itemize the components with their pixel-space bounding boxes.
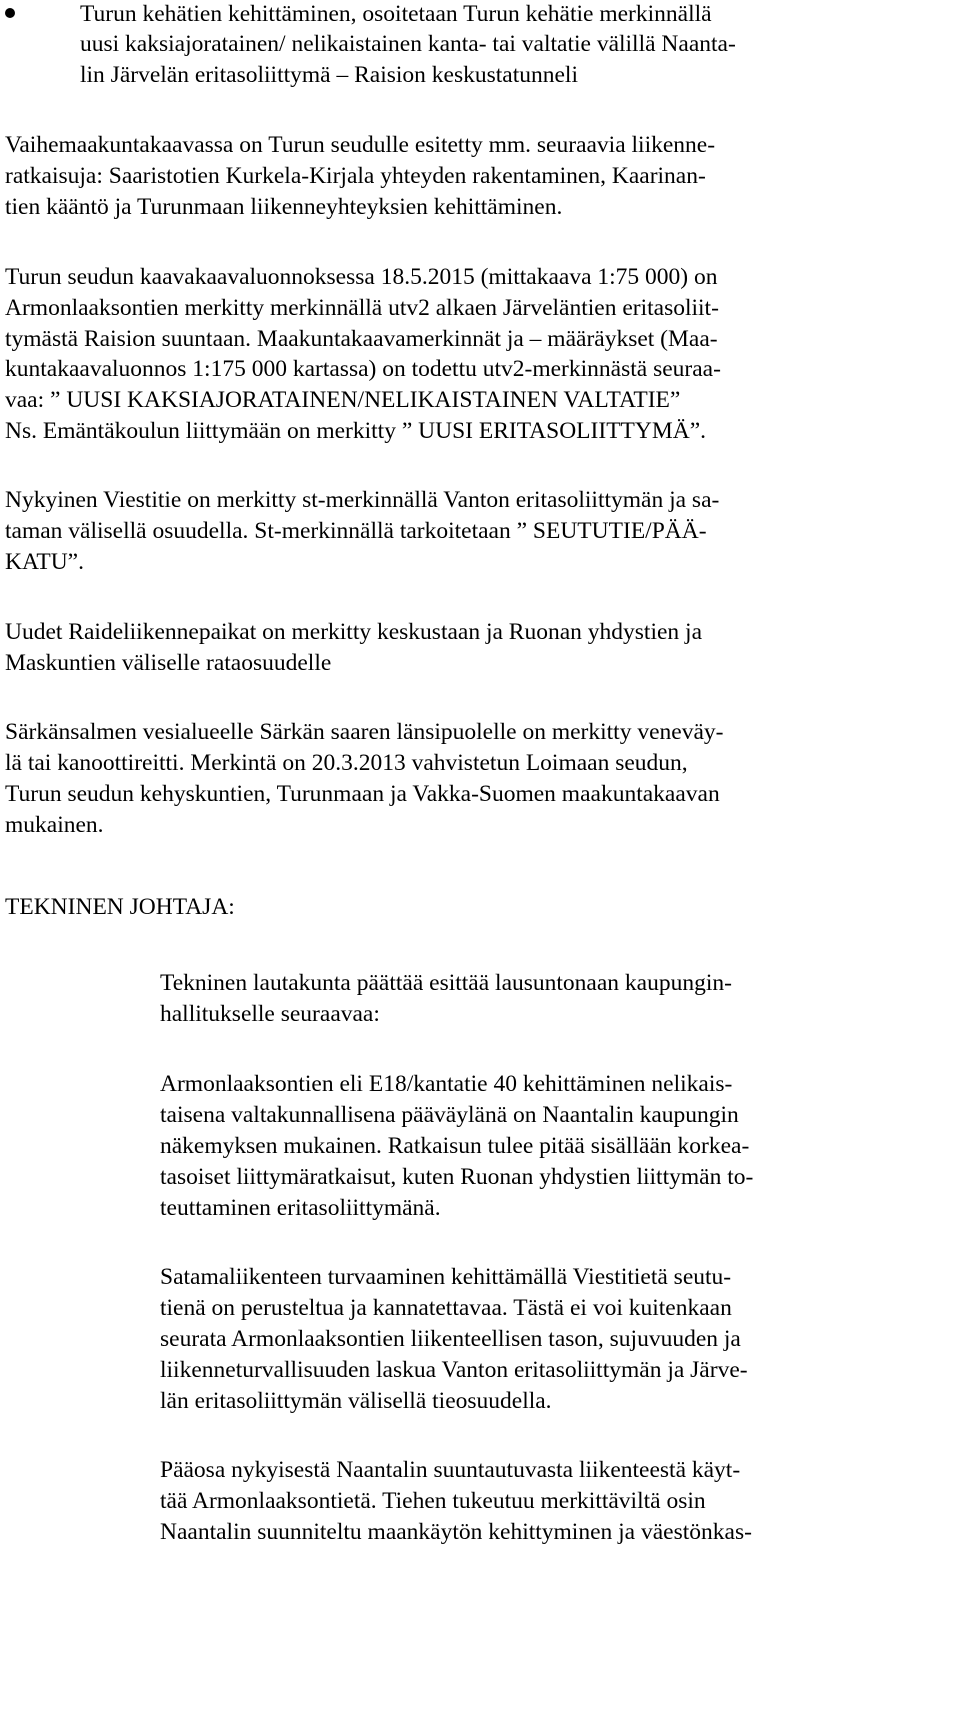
text-line: Tekninen lautakunta päättää esittää lausuntonaan kaupungin- (160, 970, 732, 996)
text-line: tää Armonlaaksontietä. Tiehen tukeutuu merkittäviltä osin (160, 1488, 706, 1514)
text-line: Uudet Raideliikennepaikat on merkitty keskustaan ja Ruonan yhdystien ja (5, 619, 703, 645)
text-line: Naantalin suunniteltu maankäytön kehittyminen ja väestönkas- (160, 1519, 752, 1545)
text-line: ratkaisuja: Saaristotien Kurkela-Kirjala yhteyden rakentaminen, Kaarinan- (5, 163, 706, 189)
bullet-icon (5, 8, 15, 18)
text-line: tymästä Raision suuntaan. Maakuntakaavamerkinnät ja – määräykset (Maa- (5, 326, 718, 352)
text-line: Turun seudun kaavakaavaluonnoksessa 18.5.2015 (mittakaava 1:75 000) on (5, 264, 718, 290)
text-line: län eritasoliittymän välisellä tieosuudella. (160, 1388, 552, 1414)
text-line: näkemyksen mukainen. Ratkaisun tulee pitää sisällään korkea- (160, 1133, 750, 1159)
text-line: Ns. Emäntäkoulun liittymään on merkitty ” UUSI ERITASOLIITTYMÄ”. (5, 418, 707, 444)
text-line: Pääosa nykyisestä Naantalin suuntautuvasta liikenteestä käyt- (160, 1457, 741, 1483)
text-line: hallitukselle seuraavaa: (160, 1001, 380, 1027)
text-line: kuntakaavaluonnos 1:175 000 kartassa) on todettu utv2-merkinnästä seuraa- (5, 356, 721, 382)
section-heading: TEKNINEN JOHTAJA: (5, 894, 235, 920)
text-line: Turun kehätien kehittäminen, osoitetaan Turun kehätie merkinnällä (80, 1, 712, 27)
text-line: taisena valtakunnallisena pääväylänä on Naantalin kaupungin (160, 1102, 739, 1128)
text-line: tasoiset liittymäratkaisut, kuten Ruonan yhdystien liittymän to- (160, 1164, 754, 1190)
text-line: liikenneturvallisuuden laskua Vanton eritasoliittymän ja Järve- (160, 1357, 748, 1383)
text-line: KATU”. (5, 549, 84, 575)
text-line: seurata Armonlaaksontien liikenteellisen tason, sujuvuuden ja (160, 1326, 741, 1352)
text-line: lä tai kanoottireitti. Merkintä on 20.3.2013 vahvistetun Loimaan seudun, (5, 750, 688, 776)
text-line: Turun seudun kehyskuntien, Turunmaan ja Vakka-Suomen maakuntakaavan (5, 781, 720, 807)
text-line: Nykyinen Viestitie on merkitty st-merkinnällä Vanton eritasoliittymän ja sa- (5, 487, 720, 513)
text-line: tien kääntö ja Turunmaan liikenneyhteyksien kehittäminen. (5, 194, 563, 220)
text-line: teuttaminen eritasoliittymänä. (160, 1195, 441, 1221)
text-line: vaa: ” UUSI KAKSIAJORATAINEN/NELIKAISTAINEN VALTATIE” (5, 387, 681, 413)
text-line: Satamaliikenteen turvaaminen kehittämällä Viestitietä seutu- (160, 1264, 732, 1290)
text-line: mukainen. (5, 812, 104, 838)
text-line: tienä on perusteltua ja kannatettavaa. Tästä ei voi kuitenkaan (160, 1295, 732, 1321)
text-line: Armonlaaksontien eli E18/kantatie 40 kehittäminen nelikais- (160, 1071, 733, 1097)
text-line: uusi kaksiajoratainen/ nelikaistainen kanta- tai valtatie välillä Naanta- (80, 31, 736, 57)
text-line: Armonlaaksontien merkitty merkinnällä utv2 alkaen Järveläntien eritasoliit- (5, 295, 719, 321)
text-line: lin Järvelän eritasoliittymä – Raision keskustatunneli (80, 62, 578, 88)
text-line: taman välisellä osuudella. St-merkinnällä tarkoitetaan ” SEUTUTIE/PÄÄ- (5, 518, 707, 544)
text-line: Särkänsalmen vesialueelle Särkän saaren länsipuolelle on merkitty veneväy- (5, 719, 724, 745)
text-line: Vaihemaakuntakaavassa on Turun seudulle esitetty mm. seuraavia liikenne- (5, 132, 716, 158)
text-line: Maskuntien väliselle rataosuudelle (5, 650, 332, 676)
